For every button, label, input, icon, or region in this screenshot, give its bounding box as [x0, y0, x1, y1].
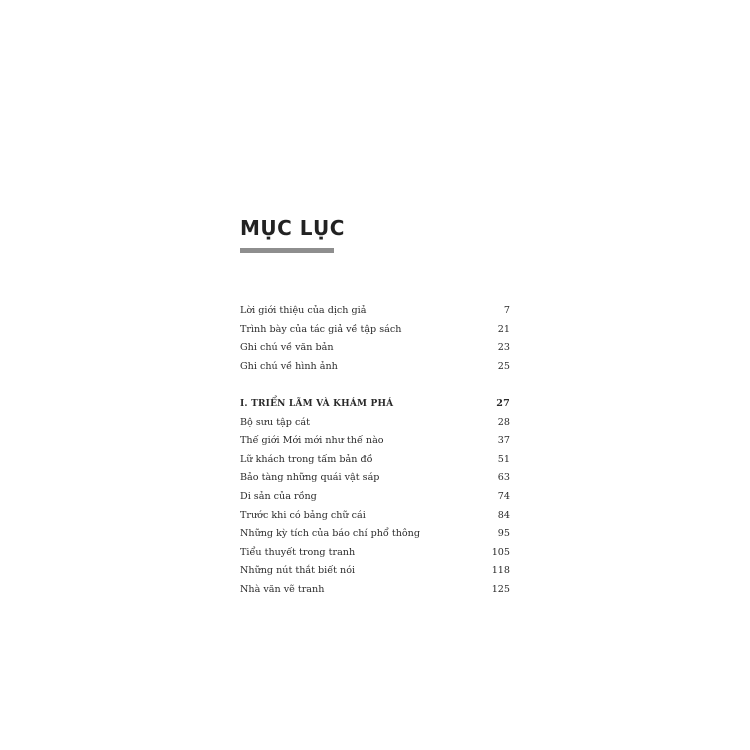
toc-entry-label: Trình bày của tác giả về tập sách	[240, 323, 402, 335]
page-title: MỤC LỤC	[240, 216, 345, 240]
toc-entry-page: 25	[497, 360, 510, 372]
toc-entry-label: Nhà văn vẽ tranh	[240, 583, 325, 595]
toc-entry-label: Những kỳ tích của báo chí phổ thông	[240, 528, 420, 540]
toc-entry-label: Lời giới thiệu của dịch giả	[240, 305, 367, 316]
toc-entry	[240, 414, 510, 433]
toc-entry	[240, 432, 510, 451]
section-heading-label: I. TRIỂN LÃM VÀ KHÁM PHÁ	[240, 398, 394, 409]
toc-entry	[240, 525, 510, 544]
toc-entry	[240, 544, 510, 563]
toc-section-heading	[240, 395, 510, 414]
section-spacer	[240, 376, 510, 395]
toc-entry-label: Lữ khách trong tấm bản đồ	[240, 453, 373, 465]
toc-entry-page: 21	[497, 323, 510, 335]
toc-entry	[240, 488, 510, 507]
toc-entry-page: 37	[497, 435, 510, 447]
toc-entry-page: 74	[497, 490, 510, 502]
toc-entry-page: 28	[497, 416, 510, 428]
toc-entry	[240, 581, 510, 600]
toc-entry-label: Tiểu thuyết trong tranh	[240, 546, 356, 558]
toc-entry	[240, 321, 510, 340]
toc-entry-page: 84	[497, 509, 510, 521]
toc-entry-label: Ghi chú về văn bản	[240, 342, 334, 354]
toc-entry-label: Trước khi có bảng chữ cái	[240, 509, 366, 521]
toc-entry-label: Bảo tàng những quái vật sáp	[240, 472, 380, 484]
toc-entry	[240, 339, 510, 358]
toc-entry-label: Di sản của rồng	[240, 490, 317, 502]
toc-entry-page: 125	[491, 583, 510, 595]
toc-entry-page: 51	[497, 453, 510, 465]
toc-entry	[240, 451, 510, 470]
toc-entry-page: 23	[497, 342, 510, 354]
toc-entry-label: Bộ sưu tập cát	[240, 416, 310, 428]
toc-entry-page: 105	[491, 546, 510, 558]
toc-entry	[240, 469, 510, 488]
toc-entry-label: Những nút thắt biết nói	[240, 565, 356, 577]
title-underline	[240, 248, 334, 253]
section-heading-page: 27	[496, 397, 510, 409]
toc-entry-page: 7	[503, 305, 510, 316]
toc-entry	[240, 507, 510, 526]
toc-entry-label: Thế giới Mới mới như thế nào	[240, 435, 384, 447]
toc-entry	[240, 562, 510, 581]
toc-entry-page: 95	[497, 528, 510, 540]
toc-entry	[240, 358, 510, 377]
toc-entry-page: 118	[491, 565, 510, 577]
toc-entry-page: 63	[497, 472, 510, 484]
toc-entry-label: Ghi chú về hình ảnh	[240, 360, 338, 372]
table-of-contents	[240, 302, 510, 600]
toc-entry	[240, 302, 510, 321]
